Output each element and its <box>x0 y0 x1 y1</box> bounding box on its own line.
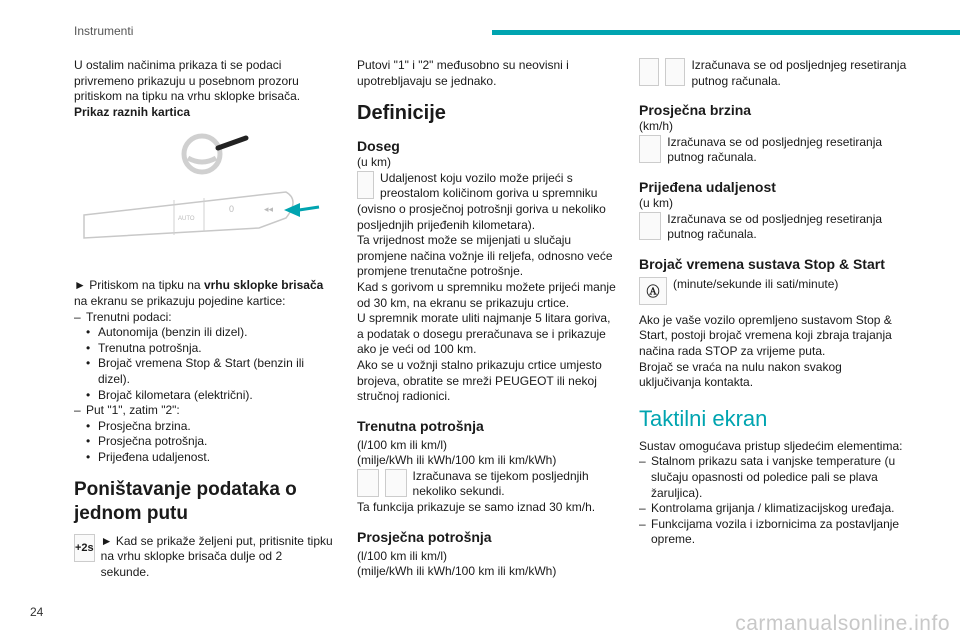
wiper-stalk-illustration <box>74 120 334 270</box>
reset-title: Poništavanje podataka o jednom putu <box>74 478 297 524</box>
plus-2s-icon: +2s <box>74 534 95 562</box>
fuel-pump-icon <box>357 469 379 497</box>
list-item: – Kontrolama grijanja / klimatizacijskog uređaja. <box>639 501 907 517</box>
range-row <box>357 171 619 202</box>
distance-row <box>639 212 907 243</box>
instant-body: Ta funkcija prikazuje se samo iznad 30 km/h. <box>357 500 596 515</box>
instant-row <box>357 469 619 500</box>
list-item: • Brojač kilometara (električni). <box>74 388 334 404</box>
battery-icon <box>665 58 685 86</box>
average-unit-2: (milje/kWh ili kWh/100 km ili km/kWh) <box>357 564 557 579</box>
watermark: carmanualsonline.info <box>735 612 950 635</box>
distance-title: Prijeđena udaljenost <box>639 178 776 195</box>
intro-bold: Prikaz raznih kartica <box>74 104 191 119</box>
column-3 <box>639 58 907 548</box>
intro-text: U ostalim načinima prikaza ti se podaci privremeno prikazuju u posebnom prozoru pritiskom na tipku na vrhu sklopke brisača. <box>74 58 301 104</box>
list-item: • Prosječna potrošnja. <box>74 434 334 450</box>
fuel-pump-icon <box>639 58 659 86</box>
instant-icon-text: Izračunava se tijekom posljednjih nekoliko sekundi. <box>412 468 589 499</box>
column-2 <box>357 58 619 580</box>
touchscreen-title: Taktilni ekran <box>639 405 768 431</box>
press-instruction: ► Pritiskom na tipku na vrhu sklopke brisača na ekranu se prikazuju pojedine kartice: <box>74 278 324 308</box>
list-item: • Trenutna potrošnja. <box>74 341 334 357</box>
touchscreen-intro: Sustav omogućava pristup sljedećim elementima: <box>639 438 903 453</box>
instant-unit-1: (l/100 km ili km/l) <box>357 437 448 452</box>
list-item: • Prosječna brzina. <box>74 419 334 435</box>
reset-row <box>74 534 334 581</box>
average-icon-text: Izračunava se od posljednjeg resetiranja putnog računala. <box>691 58 907 88</box>
header-accent-bar <box>492 30 960 35</box>
list-item: – Trenutni podaci: <box>74 310 334 326</box>
svg-text:AUTO: AUTO <box>178 216 195 223</box>
fuel-pump-icon <box>357 171 374 199</box>
cards-list <box>74 310 334 466</box>
list-item: – Put "1", zatim "2": <box>74 403 334 419</box>
range-icon-text: Udaljenost koju vozilo može prijeći s preostalom količinom goriva u spremniku <box>380 170 598 201</box>
average-icon-row <box>639 58 907 89</box>
list-item: • Brojač vremena Stop & Start (benzin ili dizel). <box>74 356 334 387</box>
list-item: • Prijeđena udaljenost. <box>74 450 334 466</box>
column-1 <box>74 58 334 580</box>
average-speed-title: Prosječna brzina <box>639 102 752 119</box>
list-item: – Funkcijama vozila i izbornicima za postavljanje opreme. <box>639 517 907 548</box>
svg-text:◂◂: ◂◂ <box>264 204 274 215</box>
speed-icon-text: Izračunava se od posljednjeg resetiranja putnog računala. <box>667 134 883 165</box>
instant-consumption-title: Trenutna potrošnja <box>357 417 484 434</box>
list-item: – Stalnom prikazu sata i vanjske temperature (u slučaju opasnosti od poledice pali se plava žaruljica). <box>639 454 907 501</box>
distance-unit: (u km) <box>639 195 673 210</box>
distance-icon-text: Izračunava se od posljednjeg resetiranja putnog računala. <box>667 211 883 242</box>
car-distance-icon <box>639 212 661 240</box>
speed-unit: (km/h) <box>639 119 673 134</box>
instant-unit-2: (milje/kWh ili kWh/100 km ili km/kWh) <box>357 453 557 468</box>
stop-start-row <box>639 277 907 305</box>
definitions-title: Definicije <box>357 102 446 125</box>
range-unit: (u km) <box>357 155 391 170</box>
range-body: (ovisno o prosječnoj potrošnji goriva u nekoliko posljednjih prijeđenih kilometara). Ta vrijednost može se mijenjati u slučaju promjene načina vožnje ili reljefa, odnosno veće promjene trenutačne potrošnje. Kad s gorivom u spremniku možete prijeći manje od 30 km, na ekranu se prikazuju crtice. U spremnik morate uliti najmanje 5 litara goriva, a podatak o dosegu preračunava se i prikazuje ako je veći od 100 km. Ako se u vožnji stalno prikazuju crtice umjesto brojeva, obratite se mreži PEUGEOT ili nekoj stručnoj radionici. <box>357 201 616 404</box>
stop-start-icon-text: (minute/sekunde ili sati/minute) <box>673 276 839 291</box>
page-number: 24 <box>30 605 44 619</box>
trips-text: Putovi "1" i "2" međusobno su neovisni i upotrebljavaju se jednako. <box>357 58 569 88</box>
range-title: Doseg <box>357 138 400 155</box>
battery-icon <box>385 469 407 497</box>
stop-start-title: Brojač vremena sustava Stop & Start <box>639 255 885 272</box>
header-section-title: Instrumenti <box>74 24 134 38</box>
stop-start-icon: Ⓐ <box>639 277 667 305</box>
stop-start-body: Ako je vaše vozilo opremljeno sustavom Stop & Start, postoji brojač vremena koji zbraja trajanja načina rada STOP za vrijeme puta. Brojač se vraća na nulu nakon svakog uključivanja kontakta. <box>639 312 892 390</box>
touchscreen-list <box>639 454 907 548</box>
car-icon <box>639 135 661 163</box>
reset-text: ► Kad se prikaže željeni put, pritisnite tipku na vrhu sklopke brisača dulje od 2 sekunde. <box>100 533 333 579</box>
svg-text:0: 0 <box>229 204 235 215</box>
average-consumption-title: Prosječna potrošnja <box>357 528 492 545</box>
list-item: • Autonomija (benzin ili dizel). <box>74 325 334 341</box>
speed-row <box>639 135 907 166</box>
average-unit-1: (l/100 km ili km/l) <box>357 548 448 563</box>
